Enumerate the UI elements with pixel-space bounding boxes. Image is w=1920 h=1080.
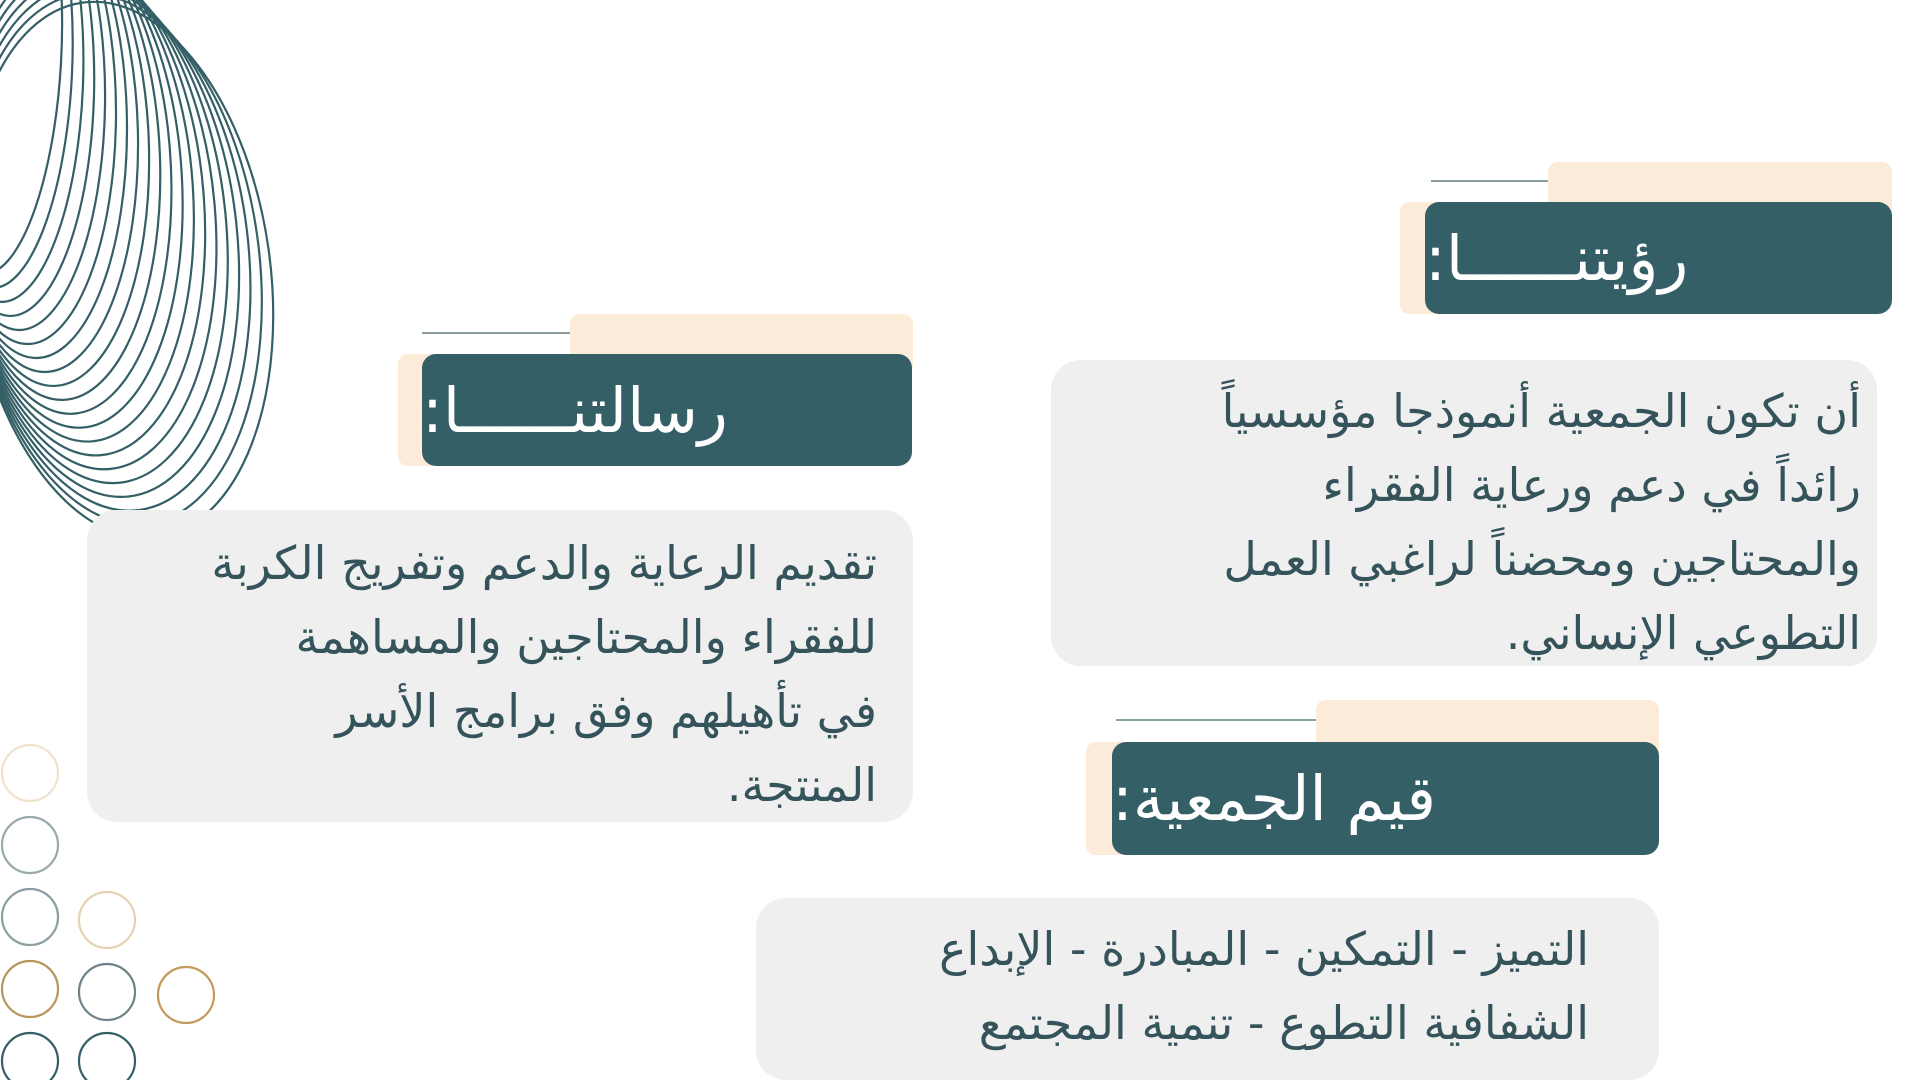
vision-line: والمحتاجين ومحضناً لراغبي العمل [1223,532,1861,586]
ring-circle [79,892,135,948]
mission-line: تقديم الرعاية والدعم وتفريج الكربة [211,536,877,590]
values-title-text: قيم الجمعية: [1112,762,1437,835]
mission-title-text: رسالتنــــــا: [422,373,728,447]
values-title [1112,742,1659,855]
mission-title [422,354,912,466]
ring-circle [2,961,58,1017]
vision-title [1425,202,1892,314]
ring-circle [158,967,214,1023]
vision-accent-line [1431,180,1553,182]
mission-line: في تأهيلهم وفق برامج الأسر [335,684,877,738]
ring-circle [2,889,58,945]
mission-text-box [87,510,913,822]
vision-line: أن تكون الجمعية أنموذجا مؤسسياً [1221,384,1861,438]
values-text-box [756,898,1659,1080]
ring-circle [2,745,58,801]
vision-title-text: رؤيتنــــــا: [1425,221,1689,295]
ring-circle [2,1033,58,1080]
values-line: الشفافية التطوع - تنمية المجتمع [978,996,1589,1050]
mission-line: المنتجة. [726,758,877,812]
ring-circle [79,964,135,1020]
mission-line: للفقراء والمحتاجين والمساهمة [295,610,877,664]
values-line: التميز - التمكين - المبادرة - الإبداع [939,922,1589,976]
ring-circle [79,1033,135,1080]
vision-line: التطوعي الإنساني. [1505,606,1861,660]
vision-text-box [1051,360,1877,666]
vision-line: رائداً في دعم ورعاية الفقراء [1322,458,1861,512]
mission-accent-line [422,332,572,334]
ring-circle [2,817,58,873]
values-accent-line [1116,719,1318,721]
